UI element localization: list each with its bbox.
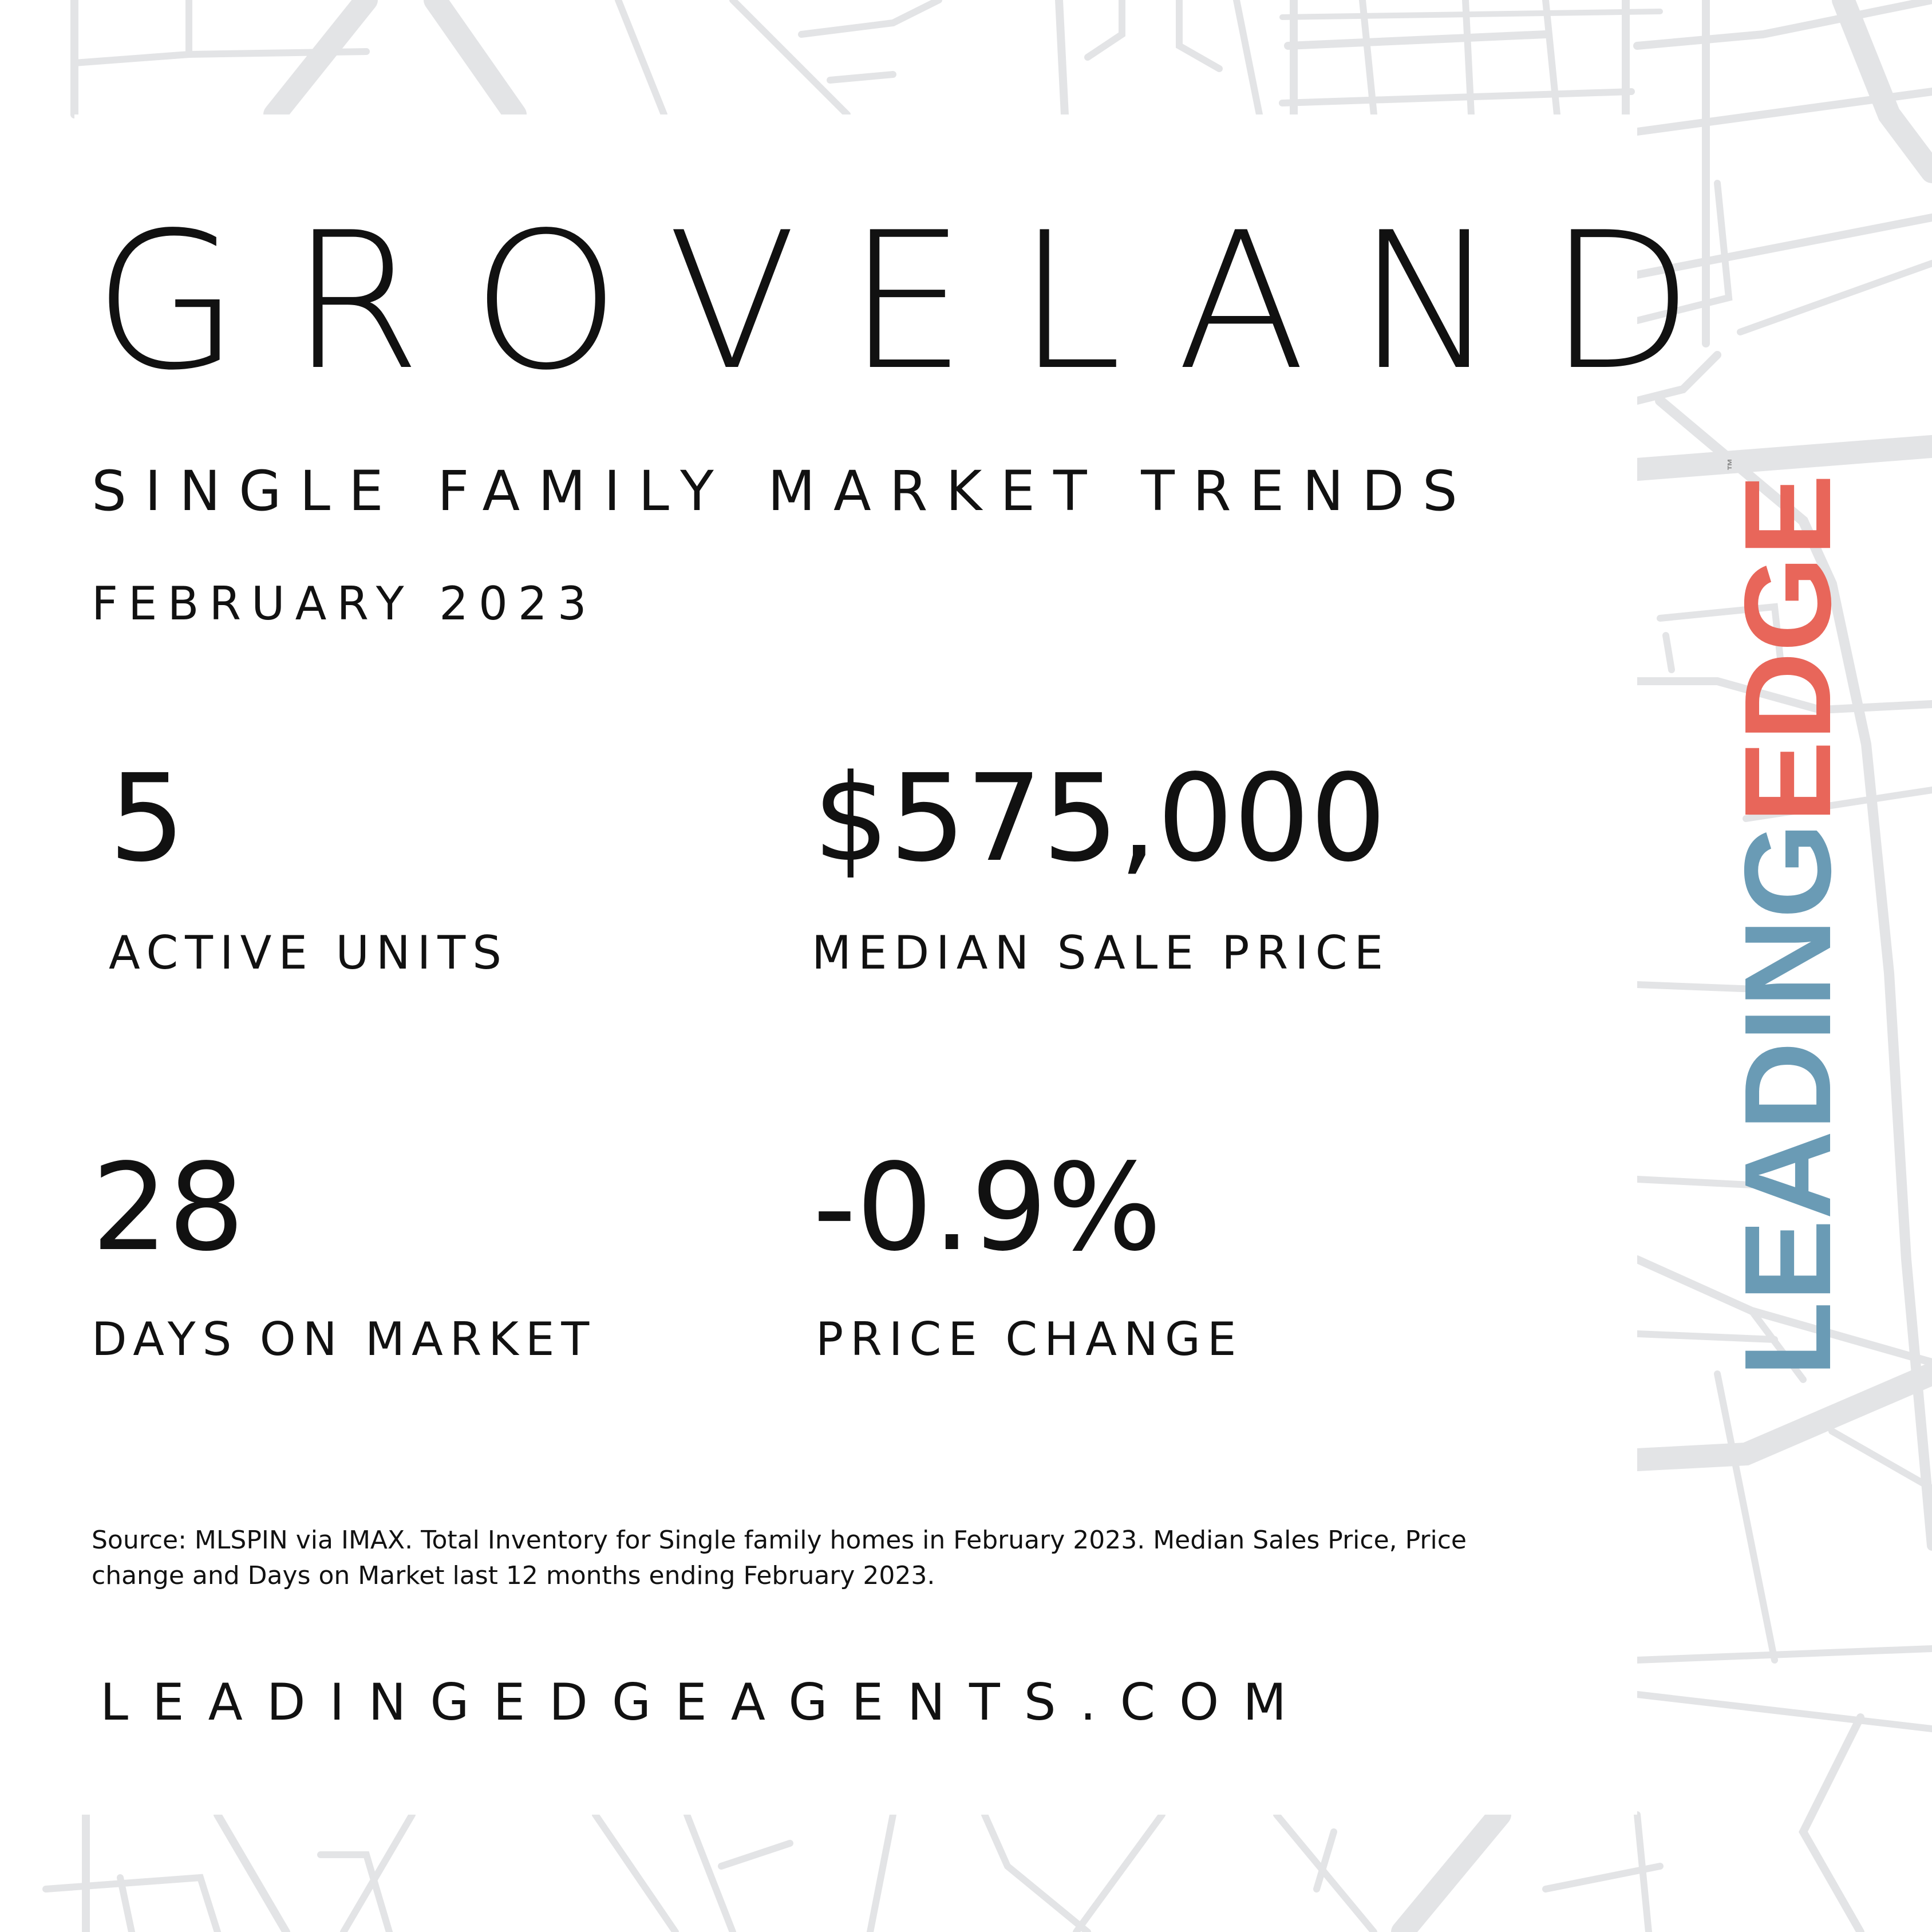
logo-part-edge: EDGE xyxy=(1718,474,1856,823)
price-change-value: -0.9% xyxy=(813,1137,1162,1278)
leading-edge-logo xyxy=(1718,458,1856,1377)
website-link[interactable]: LEADINGEDGEAGENTS.COM xyxy=(100,1673,1311,1732)
town-title: GROVELAND xyxy=(93,192,1744,412)
median-sale-price-value: $575,000 xyxy=(813,748,1387,888)
report-subtitle: SINGLE FAMILY MARKET TRENDS xyxy=(92,459,1476,523)
report-date: FEBRUARY 2023 xyxy=(92,577,597,630)
days-on-market-label: DAYS ON MARKET xyxy=(92,1313,596,1366)
days-on-market-value: 28 xyxy=(92,1137,245,1278)
price-change-label: PRICE CHANGE xyxy=(816,1313,1243,1366)
logo-part-leading: LEADING xyxy=(1718,823,1856,1377)
active-units-value: 5 xyxy=(109,748,185,888)
median-sale-price-label: MEDIAN SALE PRICE xyxy=(812,926,1390,979)
logo-trademark: ™ xyxy=(1725,458,1739,471)
source-note: Source: MLSPIN via IMAX. Total Inventory for Single family homes in February 2023. Median Sales Price, Price change and Days on Market last 12 months ending February 2023. xyxy=(92,1526,1467,1590)
active-units-label: ACTIVE UNITS xyxy=(109,926,508,979)
